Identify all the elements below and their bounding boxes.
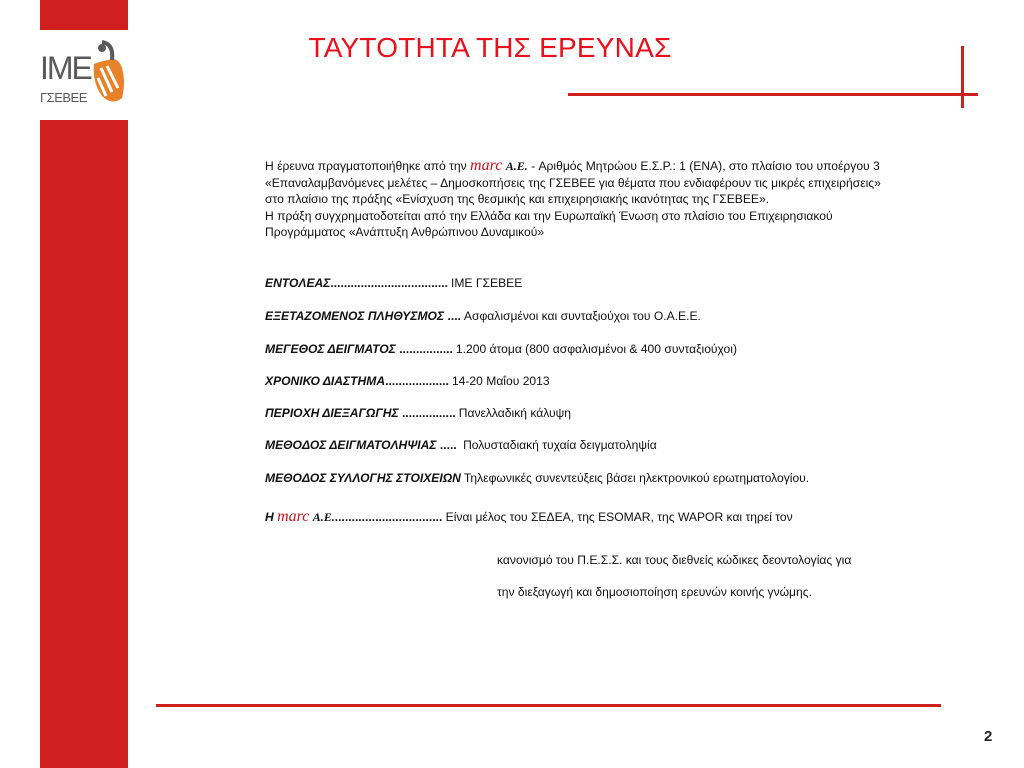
field-dots: ................ <box>398 406 456 420</box>
logo-area <box>40 30 128 120</box>
field-label: ΠΕΡΙΟΧΗ ΔΙΕΞΑΓΩΓΗΣ <box>265 406 399 420</box>
marc-ae-suffix: A.E. <box>505 159 528 173</box>
intro-paragraph <box>265 158 890 208</box>
marc-ae-suffix: A.E. <box>312 510 335 524</box>
title-underline <box>568 93 978 96</box>
field-value: Πολυσταδιακή τυχαία δειγματοληψία <box>459 438 657 452</box>
left-red-band-bottom <box>40 120 128 768</box>
page-title: ΤΑΥΤΟΤΗΤΑ ΤΗΣ ΕΡΕΥΝΑΣ <box>308 32 672 63</box>
field-value: 1.200 άτομα (800 ασφαλισμένοι & 400 συνταξιούχοι) <box>455 342 737 356</box>
field-row-region <box>265 406 571 420</box>
field-label: ΜΕΓΕΘΟΣ ΔΕΙΓΜΑΤΟΣ <box>265 342 396 356</box>
funding-paragraph: Η πράξη συγχρηματοδοτείται από την Ελλάδα και την Ευρωπαϊκή Ένωση στο πλαίσιο του Επιχειρησιακού Προγράμματος «Ανάπτυξη Ανθρώπινου Δυναμικού» <box>265 208 833 239</box>
field-dots: ................................... <box>330 276 448 290</box>
field-dots: ................................ <box>334 510 443 524</box>
left-red-band-top <box>40 0 128 30</box>
membership-prefix: Η <box>265 510 278 524</box>
field-label: ΧΡΟΝΙΚΟ ΔΙΑΣΤΗΜΑ <box>265 374 386 388</box>
field-value: Πανελλαδική κάλυψη <box>458 406 571 420</box>
membership-line-1: Είναι μέλος του ΣΕΔΕΑ, της ESOMAR, της WAPOR και τηρεί τον <box>442 510 793 524</box>
footer-divider <box>156 704 941 707</box>
field-dots: ..... <box>436 438 457 452</box>
field-row-population <box>265 309 701 323</box>
field-value: Τηλεφωνικές συνεντεύξεις βάσει ηλεκτρονικού ερωτηματολογίου. <box>463 471 810 485</box>
membership-line-3: την διεξαγωγή και δημοσιοποίηση ερευνών κοινής γνώμης. <box>497 585 812 599</box>
title-vertical-accent <box>961 46 964 108</box>
field-label: ΕΝΤΟΛΕΑΣ <box>265 276 331 290</box>
field-dots: ................ <box>395 342 453 356</box>
page-number: 2 <box>984 728 993 745</box>
field-row-sampling-method <box>265 438 657 452</box>
field-row-sample-size <box>265 342 737 356</box>
field-dots: ................... <box>385 374 449 388</box>
field-value: 14-20 Μαΐου 2013 <box>451 374 550 388</box>
field-label: ΜΕΘΟΔΟΣ ΣΥΛΛΟΓΗΣ ΣΤΟΙΧΕΙΩΝ <box>265 471 461 485</box>
field-value: ΙΜΕ ΓΣΕΒΕΕ <box>451 276 523 290</box>
field-row-client <box>265 276 522 290</box>
field-label: ΜΕΘΟΔΟΣ ΔΕΙΓΜΑΤΟΛΗΨΙΑΣ <box>265 438 437 452</box>
field-dots: .... <box>444 309 461 323</box>
marc-logotype: marc <box>277 508 310 525</box>
membership-line-2: κανονισμό του Π.Ε.Σ.Σ. και τους διεθνείς κώδικες δεοντολογίας για <box>497 553 852 567</box>
field-row-time-period <box>265 374 550 388</box>
membership-row <box>265 508 793 526</box>
marc-logotype: marc <box>470 157 503 174</box>
intro-text <box>265 158 890 241</box>
logo-text-gsevee: ΓΣΕΒΕΕ <box>40 90 87 105</box>
field-label: ΕΞΕΤΑΖΟΜΕΝΟΣ ΠΛΗΘΥΣΜΟΣ <box>265 309 445 323</box>
field-value: Ασφαλισμένοι και συνταξιούχοι του Ο.Α.Ε.Ε. <box>463 309 701 323</box>
field-row-collection-method <box>265 471 809 485</box>
logo-emblem-icon <box>92 38 126 108</box>
intro-prefix: Η έρευνα πραγματοποιήθηκε από την <box>265 159 471 173</box>
intro-suffix: - Αριθμός Μητρώου Ε.Σ.Ρ.: 1 (ΕΝΑ), στο πλαίσιο του υποέργου 3 «Επαναλαμβανόμενες μελέτες – Δημοσκοπήσεις της ΓΣΕΒΕΕ για θέματα που ενδιαφέρουν τις μικρές επιχειρήσεις» στο πλαίσιο της πράξης «Ενίσχυση της θεσμικής και επιχειρησιακής ικανότητας της ΓΣΕΒΕΕ». <box>265 159 881 206</box>
logo-text-ime: IME <box>40 50 91 86</box>
ime-gsevee-logo <box>40 30 128 120</box>
